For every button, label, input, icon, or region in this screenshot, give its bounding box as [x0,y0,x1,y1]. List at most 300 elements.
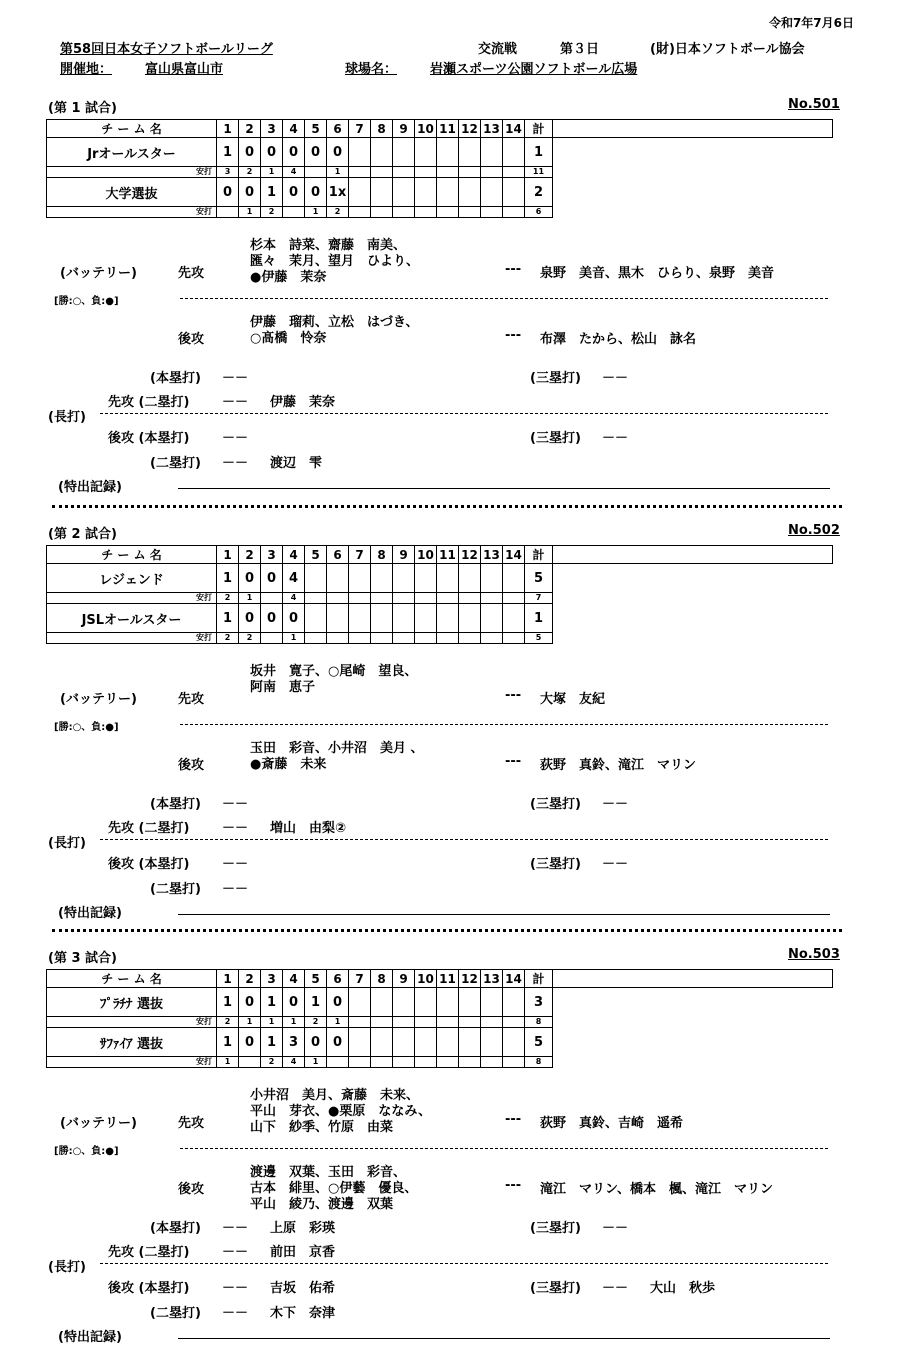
inning-runs [503,138,525,167]
hits-label: 安打 [47,1057,217,1068]
inning-hits [415,1017,437,1028]
inning-hits: 1 [261,1017,283,1028]
inning-header: 13 [481,970,503,988]
inning-hits [503,167,525,178]
inning-hits [349,1057,371,1068]
team-name: レジェンド [47,564,217,593]
inning-runs: 0 [217,178,239,207]
pitcher-line: 平山 綾乃、渡邊 双葉 [250,1197,394,1212]
inning-header: 6 [327,546,349,564]
second-homerun: 吉坂 佑希 [270,1281,336,1296]
inning-hits [393,167,415,178]
inning-header: 12 [459,120,481,138]
inning-hits [371,1017,393,1028]
team-runs-row [47,564,833,593]
team-name-header: チ ー ム 名 [47,970,217,988]
inning-runs: 0 [305,178,327,207]
first-homerun: 上原 彩瑛 [270,1221,336,1236]
inning-header: 5 [305,970,327,988]
game-title: (第 2 試合) [48,527,117,542]
inning-hits [481,593,503,604]
inning-runs [415,138,437,167]
inning-runs [393,564,415,593]
second-double-dash: －－ [222,456,249,471]
long-hits-label: (長打) [48,836,86,851]
inning-hits: 2 [217,593,239,604]
inning-header: 5 [305,120,327,138]
team-hits-row [47,633,833,644]
inning-header: 9 [393,546,415,564]
inning-runs [327,604,349,633]
inning-header: 4 [283,970,305,988]
inning-runs [437,178,459,207]
inning-hits: 1 [327,167,349,178]
long-hits-label: (長打) [48,410,86,425]
inning-runs: 0 [261,564,283,593]
win-lose-legend: [勝:○、負:●] [54,296,119,307]
first-pitchers [250,238,419,286]
second-triple: 大山 秋歩 [650,1281,716,1296]
inning-header: 13 [481,546,503,564]
inning-hits [415,207,437,218]
battery-label: (バッテリー) [60,266,137,281]
inning-header: 10 [415,546,437,564]
battery-label: (バッテリー) [60,692,137,707]
battery-divider [180,724,828,725]
total-hits: 5 [525,633,553,644]
inning-hits [393,1057,415,1068]
hits-label: 安打 [47,593,217,604]
inning-header: 9 [393,970,415,988]
inning-hits [305,593,327,604]
inning-hits [371,167,393,178]
first-triple-label: (三塁打) [530,797,581,812]
second-catchers: 滝江 マリン、橋本 楓、滝江 マリン [540,1182,773,1197]
inning-runs [481,1028,503,1057]
first-triple-dash: －－ [602,797,629,812]
inning-runs [503,988,525,1017]
venue: 富山県富山市 [145,62,224,77]
long-hits-divider [100,839,828,840]
inning-hits: 2 [261,207,283,218]
inning-runs [371,1028,393,1057]
inning-hits [481,167,503,178]
inning-runs [437,564,459,593]
inning-runs [371,138,393,167]
team-name: JSLオールスター [47,604,217,633]
inning-hits: 1 [283,633,305,644]
second-homerun-label: 後攻 (本塁打) [108,1281,190,1296]
inning-runs: 0 [261,604,283,633]
inning-runs: 0 [239,178,261,207]
inning-runs: 1 [261,178,283,207]
inning-runs [459,564,481,593]
long-hits-divider [100,1263,828,1264]
inning-hits [481,1057,503,1068]
first-homerun-label: (本塁打) [150,371,201,386]
first-catchers-sep: --- [505,688,522,703]
inning-header: 2 [239,120,261,138]
inning-runs [415,178,437,207]
total-hits: 8 [525,1017,553,1028]
team-name-header: チ ー ム 名 [47,120,217,138]
inning-header: 3 [261,120,283,138]
game-section-1 [0,0,900,495]
hits-label: 安打 [47,207,217,218]
inning-runs: 0 [239,138,261,167]
inning-runs: 0 [239,1028,261,1057]
scoreboard-header-row [47,120,833,138]
inning-runs: 1 [217,1028,239,1057]
inning-runs [459,1028,481,1057]
battery-divider [180,298,828,299]
inning-runs [481,178,503,207]
inning-hits [503,1017,525,1028]
inning-runs [393,178,415,207]
first-homerun-label: (本塁打) [150,797,201,812]
second-triple-label: (三塁打) [530,857,581,872]
special-records-line [178,1338,830,1339]
second-label: 後攻 [178,758,205,773]
first-homerun-dash: －－ [222,797,249,812]
team-name-header: チ ー ム 名 [47,546,217,564]
second-pitchers [250,315,418,347]
hits-label: 安打 [47,633,217,644]
game-number: No.501 [788,97,840,112]
inning-runs [437,604,459,633]
first-triple-dash: －－ [602,1221,629,1236]
inning-hits: 1 [327,1017,349,1028]
inning-hits: 2 [239,633,261,644]
document-date: 令和7年7月6日 [768,16,854,30]
inning-header: 14 [503,120,525,138]
inning-runs: 0 [327,1028,349,1057]
inning-runs [349,604,371,633]
organizer: (財)日本ソフトボール協会 [650,42,805,57]
inning-hits: 1 [239,207,261,218]
scoreboard-table [46,545,833,644]
second-triple-dash: －－ [602,857,629,872]
inning-runs [349,1028,371,1057]
inning-runs [305,604,327,633]
inning-header: 1 [217,546,239,564]
pitcher-line: 小井沼 美月、斎藤 未来、 [250,1088,420,1103]
hits-label: 安打 [47,167,217,178]
stadium-label: 球場名： [345,62,398,77]
inning-runs: 0 [305,138,327,167]
second-catchers-sep: --- [505,328,522,343]
second-homerun-dash: －－ [222,1281,249,1296]
first-catchers: 荻野 真鈴、吉崎 遥希 [540,1116,684,1131]
inning-header: 5 [305,546,327,564]
inning-hits: 3 [217,167,239,178]
first-homerun-dash: －－ [222,371,249,386]
inning-runs: 1 [217,604,239,633]
battery-divider [180,1148,828,1149]
inning-runs: 1 [217,564,239,593]
inning-runs: 1 [305,988,327,1017]
inning-runs: 0 [239,988,261,1017]
second-triple-dash: －－ [602,431,629,446]
inning-hits: 1 [239,1017,261,1028]
inning-header: 10 [415,970,437,988]
inning-hits [261,633,283,644]
inning-hits: 2 [217,633,239,644]
total-runs: 2 [525,178,553,207]
second-homerun-dash: －－ [222,857,249,872]
pitcher-line: 平山 芽衣、●栗原 ななみ、 [250,1104,432,1119]
inning-runs [503,178,525,207]
long-hits-divider [100,413,828,414]
league-title: 第58回日本女子ソフトボールリーグ [60,42,273,57]
inning-runs [481,988,503,1017]
inning-hits [305,633,327,644]
team-runs-row [47,988,833,1017]
inning-hits [415,1057,437,1068]
team-runs-row [47,178,833,207]
first-double-dash: －－ [222,395,249,410]
team-hits-row [47,593,833,604]
special-records-label: (特出記録) [58,1330,122,1345]
inning-header: 6 [327,970,349,988]
team-runs-row [47,138,833,167]
inning-hits [437,633,459,644]
section-separator [52,929,842,932]
scoreboard-table [46,119,833,218]
pitcher-line: 玉田 彩音、小井沼 美月 、 [250,741,424,756]
team-hits-row [47,1057,833,1068]
team-hits-row [47,167,833,178]
pitcher-line: ●伊藤 茉奈 [250,270,327,285]
inning-runs [481,564,503,593]
inning-runs: 1 [217,138,239,167]
second-catchers: 荻野 真鈴、滝江 マリン [540,758,697,773]
inning-runs: 1 [261,1028,283,1057]
second-double-dash: －－ [222,1306,249,1321]
inning-hits [415,633,437,644]
total-header: 計 [525,120,553,138]
inning-runs [437,138,459,167]
inning-runs [503,1028,525,1057]
first-double: 増山 由梨② [270,821,347,836]
inning-header: 1 [217,120,239,138]
pitcher-line: 杉本 詩菜、齋藤 南美、 [250,238,407,253]
inning-hits [393,207,415,218]
scoreboard-header-row [47,970,833,988]
team-runs-row [47,1028,833,1057]
second-double-label: (二塁打) [150,456,201,471]
inning-hits [437,1017,459,1028]
inning-runs [503,604,525,633]
game-title: (第 1 試合) [48,101,117,116]
match-type: 交流戦 [478,42,518,57]
first-label: 先攻 [178,266,205,281]
inning-hits [393,1017,415,1028]
inning-hits [437,1057,459,1068]
first-label: 先攻 [178,692,205,707]
inning-header: 13 [481,120,503,138]
inning-header: 9 [393,120,415,138]
inning-hits [503,1057,525,1068]
special-records-label: (特出記録) [58,906,122,921]
inning-runs: 1 [217,988,239,1017]
inning-hits [327,593,349,604]
inning-header: 8 [371,970,393,988]
second-triple-label: (三塁打) [530,1281,581,1296]
first-double-dash: －－ [222,1245,249,1260]
inning-hits: 2 [305,1017,327,1028]
inning-hits: 1 [261,167,283,178]
inning-runs [481,138,503,167]
pitcher-line: 古本 緋里、○伊藝 優良、 [250,1181,418,1196]
inning-header: 8 [371,546,393,564]
team-runs-row [47,604,833,633]
win-lose-legend: [勝:○、負:●] [54,722,119,733]
inning-hits: 2 [261,1057,283,1068]
hits-label: 安打 [47,1017,217,1028]
inning-header: 7 [349,546,371,564]
inning-hits [415,593,437,604]
second-double-label: (二塁打) [150,1306,201,1321]
second-homerun-label: 後攻 (本塁打) [108,431,190,446]
total-hits: 6 [525,207,553,218]
inning-hits [239,1057,261,1068]
total-runs: 5 [525,564,553,593]
total-hits: 8 [525,1057,553,1068]
first-double-label: 先攻 (二塁打) [108,821,190,836]
inning-runs: 0 [283,178,305,207]
blank-cell [553,546,833,564]
inning-hits [459,207,481,218]
inning-hits [283,207,305,218]
team-name: Jrオールスター [47,138,217,167]
inning-runs [371,178,393,207]
second-label: 後攻 [178,1182,205,1197]
inning-runs [393,1028,415,1057]
inning-runs [349,988,371,1017]
first-triple-dash: －－ [602,371,629,386]
inning-runs [459,178,481,207]
inning-hits [481,1017,503,1028]
total-runs: 5 [525,1028,553,1057]
inning-hits: 2 [327,207,349,218]
inning-hits [437,593,459,604]
inning-header: 3 [261,546,283,564]
second-homerun-dash: －－ [222,431,249,446]
inning-hits [503,593,525,604]
inning-hits [459,593,481,604]
inning-hits [371,207,393,218]
inning-runs [327,564,349,593]
inning-runs: 0 [239,604,261,633]
inning-hits [327,1057,349,1068]
second-double: 渡辺 雫 [270,456,323,471]
stadium: 岩瀬スポーツ公園ソフトボール広場 [430,62,638,77]
first-double: 伊藤 茉奈 [270,395,336,410]
inning-header: 3 [261,970,283,988]
first-catchers-sep: --- [505,1112,522,1127]
inning-hits [217,207,239,218]
inning-runs [305,564,327,593]
first-triple-label: (三塁打) [530,371,581,386]
inning-runs [349,564,371,593]
inning-runs [393,988,415,1017]
first-homerun-dash: －－ [222,1221,249,1236]
inning-runs: 1 [261,988,283,1017]
team-name: ﾌﾟﾗﾁﾅ 選抜 [47,988,217,1017]
section-separator [52,505,842,508]
inning-runs: 0 [283,604,305,633]
first-double: 前田 京香 [270,1245,336,1260]
inning-hits: 2 [239,167,261,178]
pitcher-line: 阿南 恵子 [250,680,316,695]
inning-hits: 1 [283,1017,305,1028]
inning-hits: 4 [283,167,305,178]
total-runs: 3 [525,988,553,1017]
inning-hits: 1 [217,1057,239,1068]
venue-label: 開催地： [60,62,113,77]
game-section-2 [0,426,900,921]
game-section-3 [0,850,900,1345]
inning-hits [503,633,525,644]
game-number: No.502 [788,523,840,538]
first-label: 先攻 [178,1116,205,1131]
first-pitchers [250,1088,431,1136]
inning-hits [459,1017,481,1028]
inning-header: 2 [239,546,261,564]
total-runs: 1 [525,604,553,633]
team-name: ｻﾌｧｲｱ 選抜 [47,1028,217,1057]
inning-runs: 0 [239,564,261,593]
inning-runs: 0 [327,988,349,1017]
inning-hits [327,633,349,644]
inning-header: 10 [415,120,437,138]
inning-hits: 4 [283,1057,305,1068]
inning-runs [415,564,437,593]
inning-runs [393,138,415,167]
inning-runs: 1x [327,178,349,207]
team-hits-row [47,1017,833,1028]
inning-hits [437,207,459,218]
pitcher-line: 坂井 寛子、○尾崎 望良、 [250,664,418,679]
game-title: (第 3 試合) [48,951,117,966]
pitcher-line: ○髙橋 怜奈 [250,331,327,346]
second-triple-label: (三塁打) [530,431,581,446]
second-triple-dash: －－ [602,1281,629,1296]
inning-hits [459,633,481,644]
inning-hits: 1 [305,207,327,218]
second-double: 木下 奈津 [270,1306,336,1321]
inning-runs [459,988,481,1017]
inning-hits [437,167,459,178]
inning-runs [349,178,371,207]
inning-hits [349,207,371,218]
total-header: 計 [525,970,553,988]
win-lose-legend: [勝:○、負:●] [54,1146,119,1157]
total-hits: 11 [525,167,553,178]
first-homerun-label: (本塁打) [150,1221,201,1236]
inning-hits [371,1057,393,1068]
pitcher-line: 渡邊 双葉、玉田 彩音、 [250,1165,407,1180]
long-hits-label: (長打) [48,1260,86,1275]
inning-hits [459,1057,481,1068]
inning-header: 1 [217,970,239,988]
match-day: 第３日 [560,42,600,57]
inning-runs: 3 [283,1028,305,1057]
second-catchers-sep: --- [505,754,522,769]
battery-label: (バッテリー) [60,1116,137,1131]
second-homerun-label: 後攻 (本塁打) [108,857,190,872]
